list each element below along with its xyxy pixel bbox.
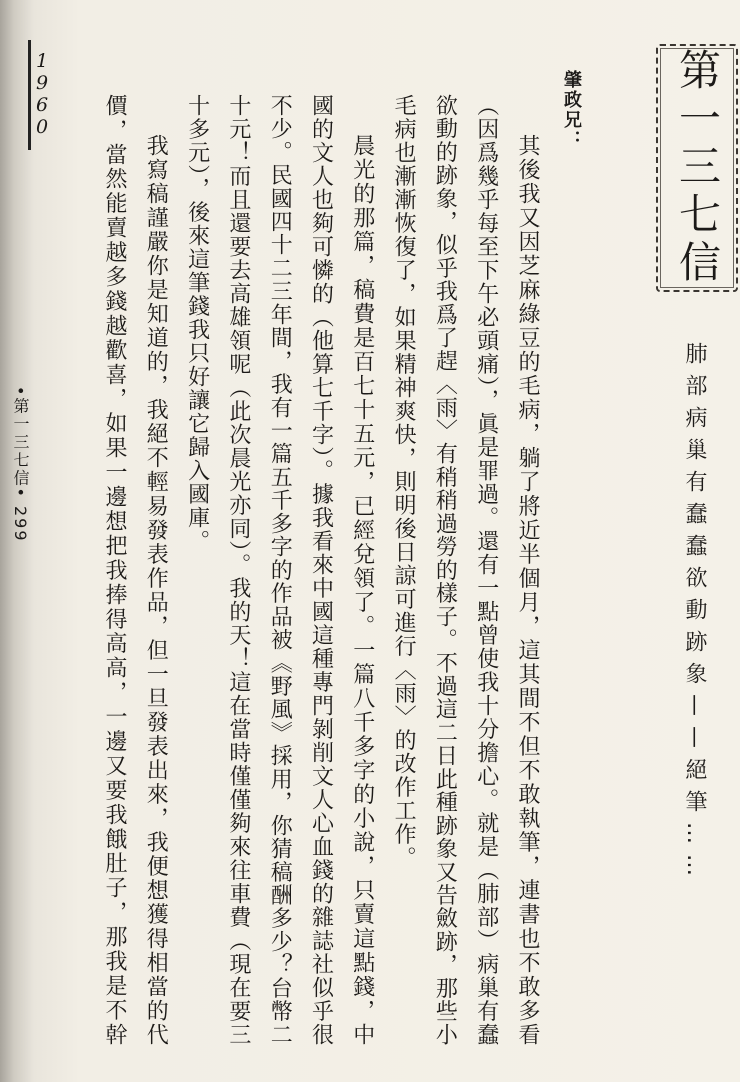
salutation: 肇政兄： bbox=[561, 70, 582, 150]
text-column: 十元！而且還要去高雄領呢（此次晨光亦同）。我的天！這在當時僅僅夠來往車費（現在要三 bbox=[225, 94, 251, 1046]
text-column: 我寫稿謹嚴你是知道的，我絕不輕易發表作品，但一旦發表出來，我便想獲得相當的代 bbox=[143, 134, 169, 1046]
text-column: 晨光的那篇，稿費是百七十五元，已經兌領了。一篇八千多字的小說，只賣這點錢，中 bbox=[349, 134, 375, 1046]
year-marker: 1960 bbox=[35, 50, 49, 138]
year-rule-divider bbox=[28, 40, 31, 150]
text-column: 十多元），後來這筆錢我只好讓它歸入國庫。 bbox=[184, 94, 210, 553]
text-column: 價，當然能賣越多錢越歡喜，如果一邊想把我捧得高高，一邊又要我餓肚子，那我是不幹 bbox=[102, 94, 127, 1046]
text-column: （因爲幾乎每至下午必頭痛），眞是罪過。還有一點曾使我十分擔心。就是（肺部）病巢有蠢 bbox=[473, 94, 499, 1046]
text-column: 毛病也漸漸恢復了，如果精神爽快，則明後日諒可進行〈雨〉的改作工作。 bbox=[391, 94, 417, 870]
letter-title: 第一三七信 bbox=[673, 48, 722, 288]
letter-title-box bbox=[656, 44, 738, 292]
text-column: 不少。民國四十二三年間，我有一篇五千多字的作品被《野風》採用，你猜稿酬多少？台幣二 bbox=[267, 94, 293, 1046]
text-column: 欲動的跡象，似乎我爲了趕〈雨〉有稍稍過勞的樣子。不過這二日此種跡象又告斂跡，那些小 bbox=[432, 94, 458, 1046]
letter-subtitle: 肺部病巢有蠢蠢欲動跡象——絕筆…… bbox=[682, 342, 707, 886]
text-column: 其後我又因芝麻綠豆的毛病，躺了將近半個月，這其間不但不敢執筆，連書也不敢多看 bbox=[515, 134, 540, 1046]
text-column: 國的文人也夠可憐的（他算七千字）。據我看來中國這種專門剝削文人心血錢的雜誌社似乎很 bbox=[308, 94, 334, 1046]
page-footer: •第一三七信• 299 bbox=[11, 386, 30, 543]
